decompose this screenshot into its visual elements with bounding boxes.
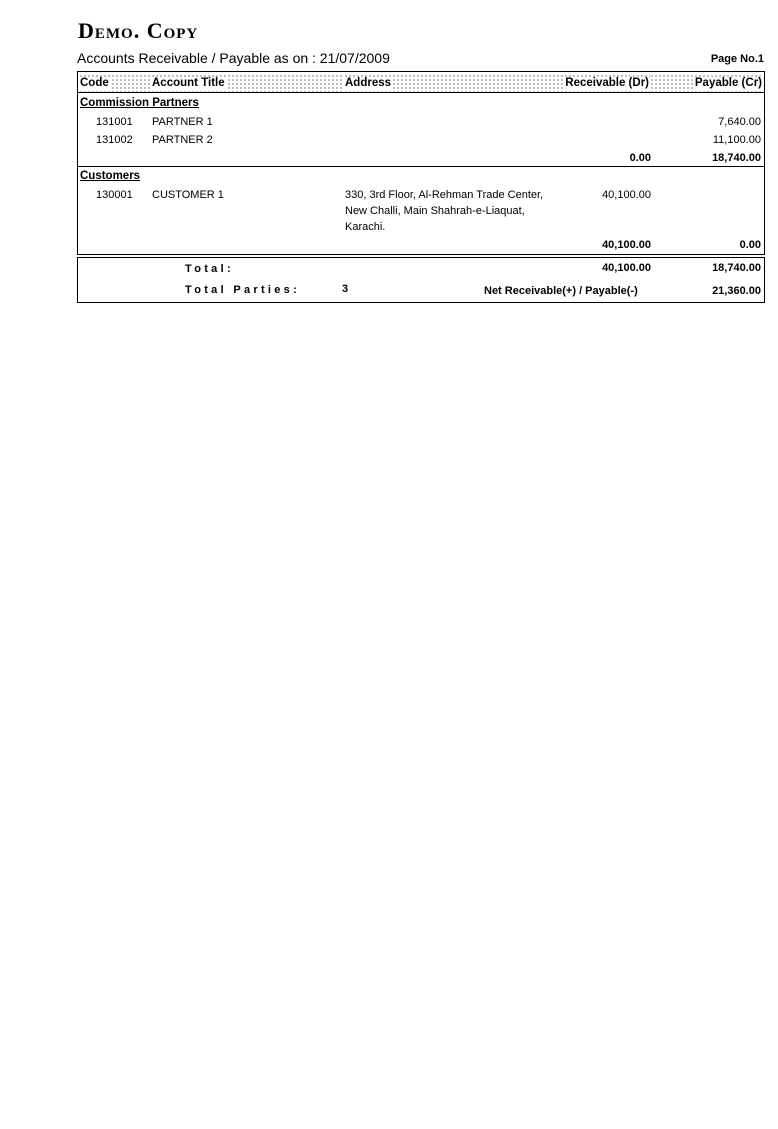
row-address-line: New Challi, Main Shahrah-e-Liaquat,: [345, 205, 525, 217]
row-code: 131001: [96, 116, 133, 128]
total-parties-count: 3: [342, 283, 349, 295]
total-receivable: 40,100.00: [602, 262, 651, 274]
row-payable: 11,100.00: [712, 134, 761, 146]
group-heading: Commission Partners: [80, 97, 199, 109]
subtotal-receivable: 40,100.00: [602, 239, 651, 251]
row-code: 130001: [96, 189, 133, 201]
column-header-payable: Payable (Cr): [650, 74, 763, 92]
row-account-title: PARTNER 2: [152, 134, 213, 146]
row-receivable: 40,100.00: [602, 189, 651, 201]
net-label: Net Receivable(+) / Payable(-): [484, 285, 638, 297]
row-payable: 7,640.00: [718, 116, 761, 128]
watermark-title: Demo. Copy: [78, 18, 199, 43]
group-divider: [77, 166, 765, 167]
total-payable: 18,740.00: [712, 262, 761, 274]
report-title: Accounts Receivable / Payable as on : 21/07/2009: [77, 50, 390, 66]
net-value: 21,360.00: [712, 285, 761, 297]
column-header-address: Address: [344, 74, 560, 92]
header-divider: [77, 92, 765, 93]
subtotal-payable: 18,740.00: [712, 152, 761, 164]
subtotal-payable: 0.00: [739, 239, 761, 251]
total-parties-label: Total Parties:: [185, 284, 301, 296]
row-code: 131002: [96, 134, 133, 146]
row-account-title: PARTNER 1: [152, 116, 213, 128]
column-header-receivable: Receivable (Dr): [560, 74, 650, 92]
column-header-account-title: Account Title: [151, 74, 344, 92]
totals-box: [77, 257, 765, 303]
column-header-code: Code: [79, 74, 151, 92]
page-number: Page No.1: [710, 53, 764, 65]
row-address-line: 330, 3rd Floor, Al-Rehman Trade Center,: [345, 189, 544, 201]
row-address-line: Karachi.: [345, 221, 386, 233]
subtotal-receivable: 0.00: [629, 152, 651, 164]
total-label: Total:: [185, 263, 234, 275]
row-account-title: CUSTOMER 1: [152, 189, 224, 201]
group-heading: Customers: [80, 170, 141, 182]
